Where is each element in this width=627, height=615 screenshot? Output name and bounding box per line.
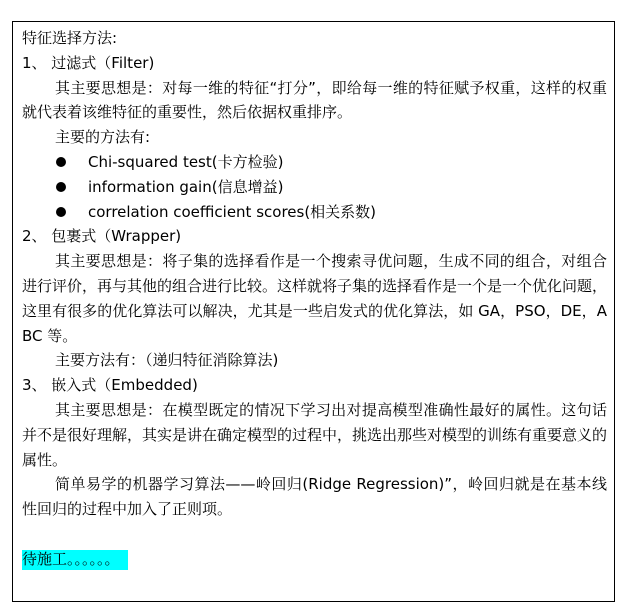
- wrapper-paragraph: 其主要思想是：将子集的选择看作是一个搜索寻优问题，生成不同的组合，对组合进行评价，再与其他的组合进行比较。这样就将子集的选择看作是一个是一个优化问题，这里有很多的优化算法可以解决，尤其是一些启发式的优化算法，如 GA，PSO，DE，ABC 等。: [22, 252, 608, 345]
- bullet-icon: [56, 207, 66, 217]
- under-construction-note: 待施工。。。。。。: [22, 550, 128, 570]
- embedded-paragraph: 其主要思想是：在模型既定的情况下学习出对提高模型准确性最好的属性。这句话并不是很好理解，其实是讲在确定模型的过程中，挑选出那些对模型的训练有重要意义的属性。: [22, 400, 608, 469]
- wrapper-methods-label: 主要方法有：（递归特征消除算法): [55, 351, 279, 370]
- footer-note-line: [22, 547, 607, 572]
- filter-method-text: Chi-squared test(卡方检验): [88, 152, 284, 171]
- filter-methods-label: 主要的方法有:: [55, 128, 151, 147]
- section-title-wrapper: 2、 包裹式（Wrapper): [22, 227, 182, 246]
- document-body: [22, 26, 607, 572]
- bullet-icon: [56, 182, 66, 192]
- bullet-icon: [56, 157, 66, 167]
- filter-method-text: information gain(信息增益): [88, 177, 284, 196]
- section-title-embedded: 3、 嵌入式（Embedded): [22, 376, 198, 395]
- section-title-filter: 1、 过滤式（Filter): [22, 53, 155, 72]
- filter-method-item: [22, 200, 607, 225]
- filter-method-item: [22, 175, 607, 200]
- blank-line: [22, 522, 607, 547]
- filter-method-text: correlation coefficient scores(相关系数): [88, 202, 377, 221]
- ridge-regression-paragraph: 简单易学的机器学习算法——岭回归(Ridge Regression)”，岭回归就是在基本线性回归的过程中加入了正则项。: [22, 475, 607, 519]
- filter-paragraph: 其主要思想是：对每一维的特征“打分”，即给每一维的特征赋予权重，这样的权重就代表着该维特征的重要性，然后依据权重排序。: [22, 78, 607, 122]
- document-heading: 特征选择方法:: [22, 29, 118, 47]
- filter-method-item: [22, 150, 607, 175]
